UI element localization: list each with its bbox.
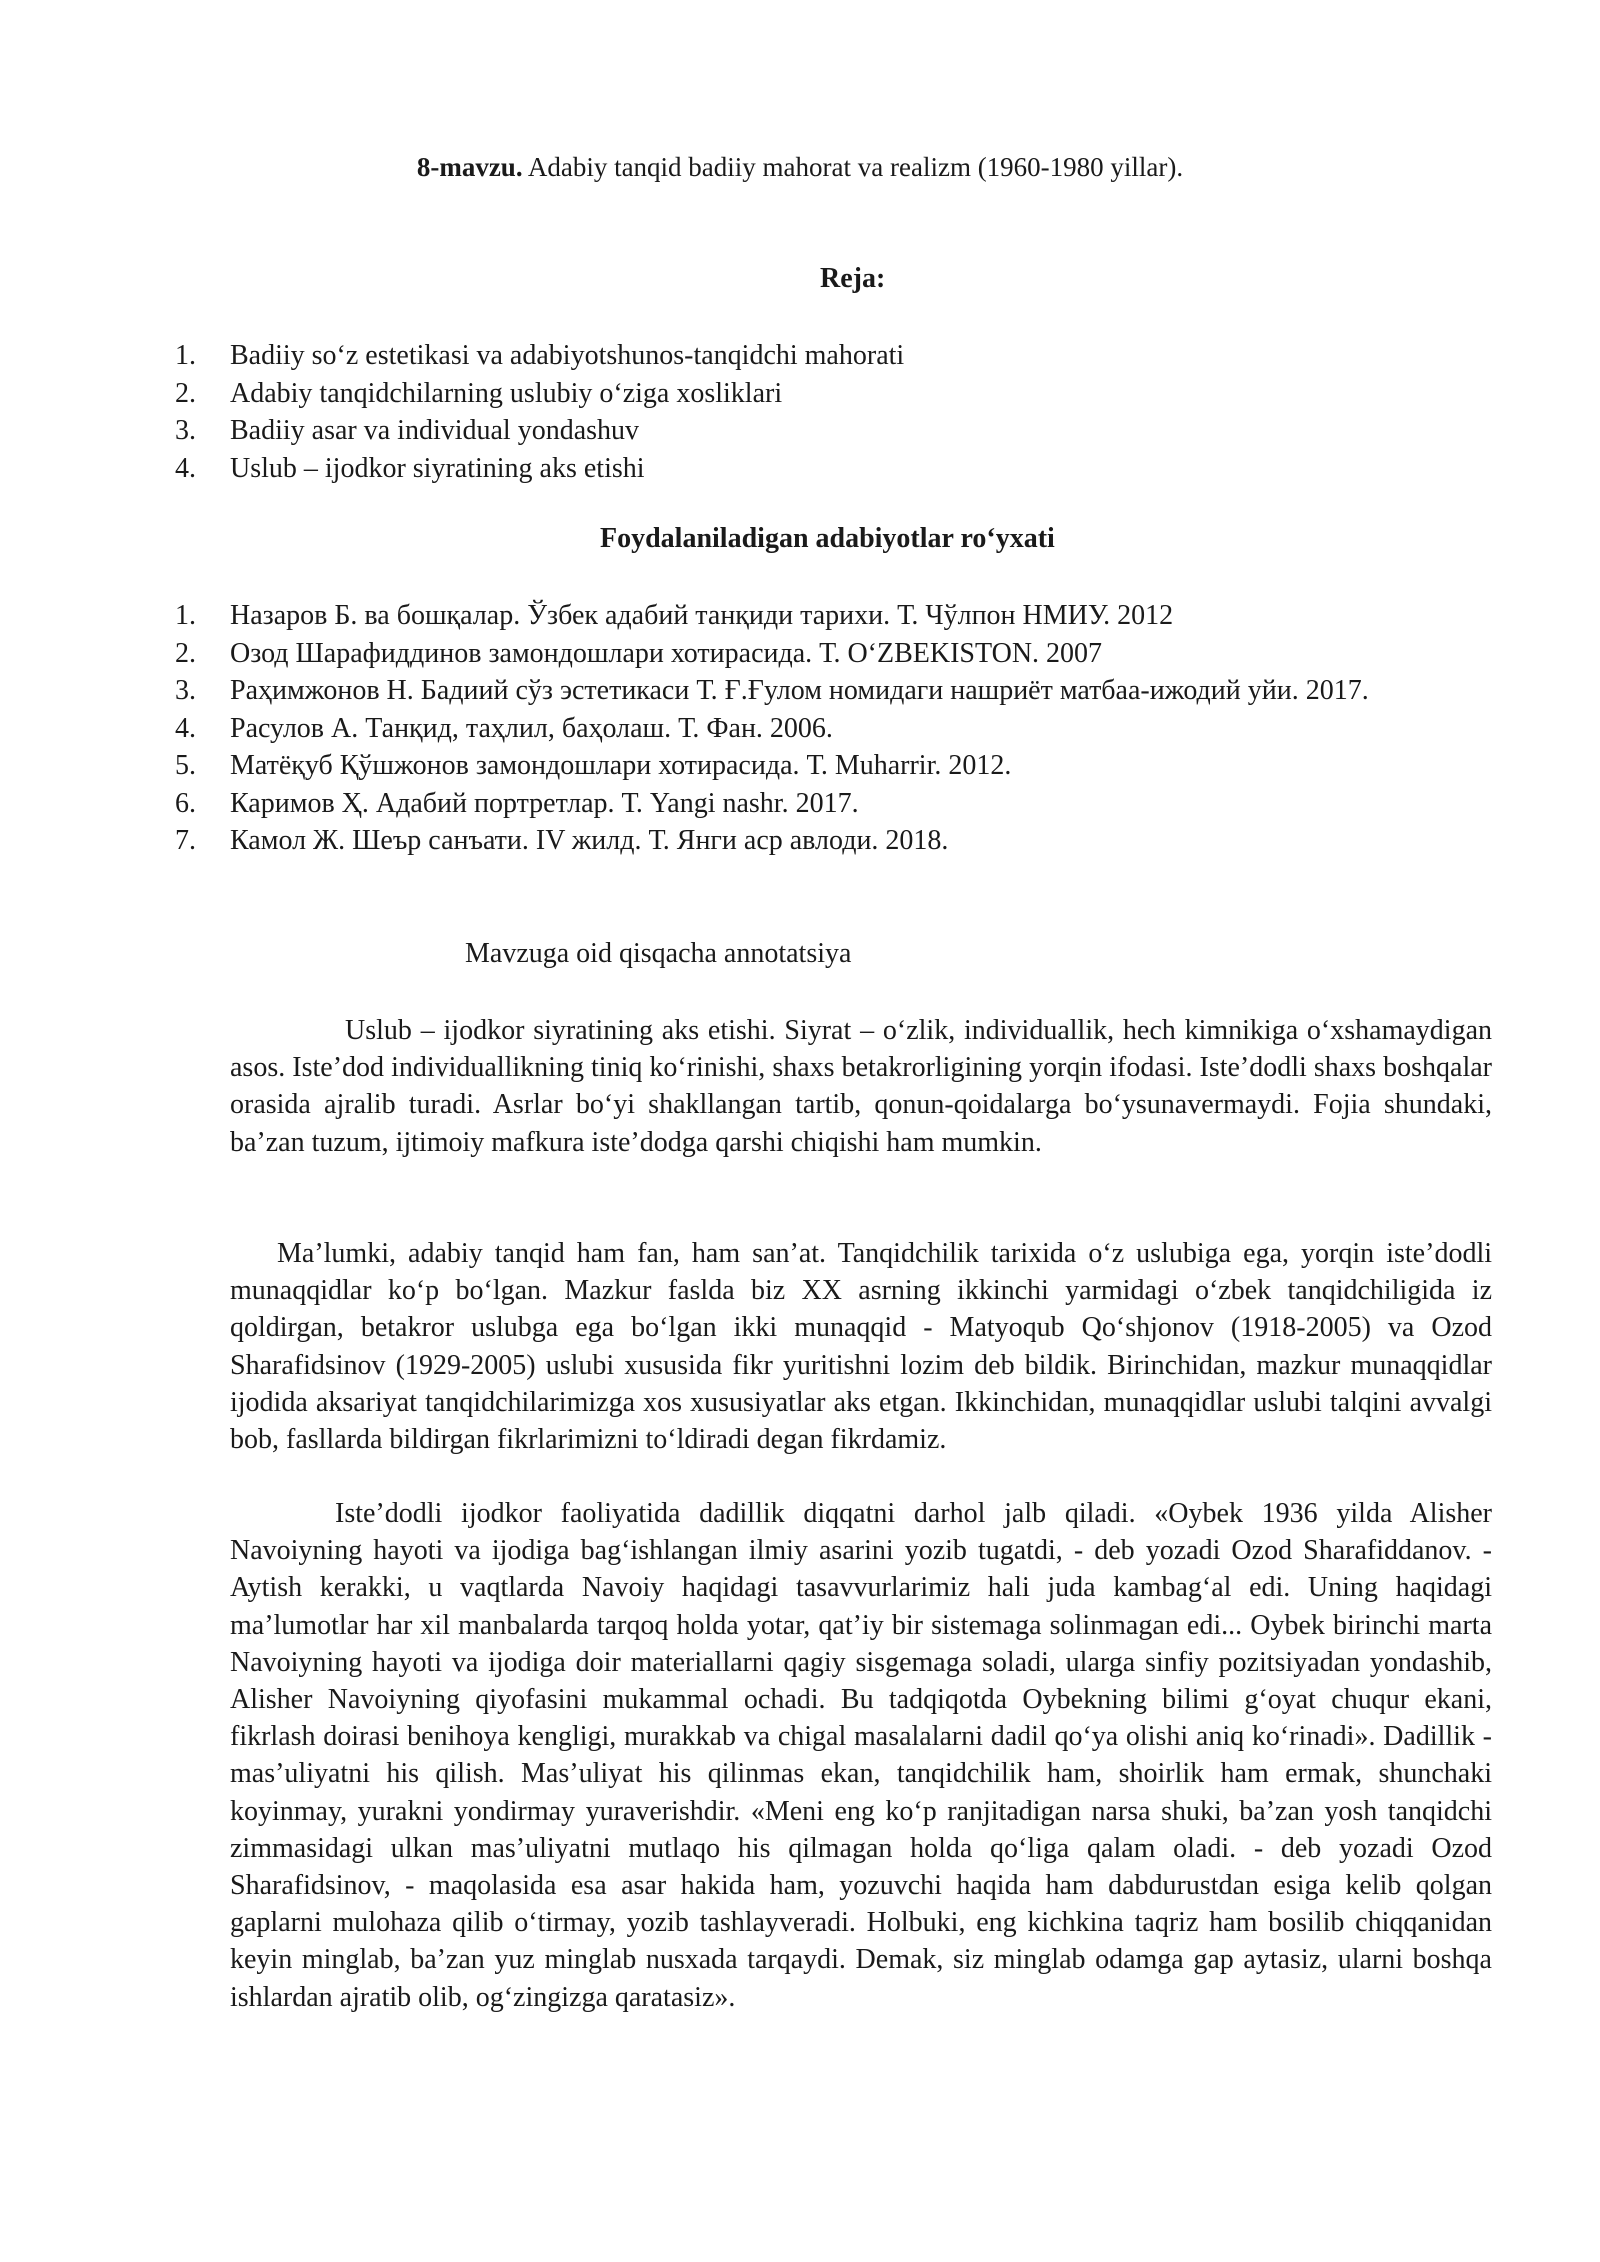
body-paragraph: Ma’lumki, adabiy tanqid ham fan, ham san’at. Tanqidchilik tarixida o‘z uslubiga ega, yorqin iste’dodli munaqqidlar ko‘p bo‘lgan. Mazkur faslda biz XX asrning ikkinchi yarmidagi o‘zbek tanqidchiligida iz qoldirgan, betakror uslubga ega bo‘lgan ikki munaqqid - Matyoqub Qo‘shjonov (1918-2005) va Ozod Sharafidsinov (1929-2005) uslubi xususida fikr yuritishni lozim deb bildik. Birinchidan, mazkur munaqqidlar ijodida aksariyat tanqidchilarimizga xos xususiyatlar aks etgan. Ikkinchidan, munaqqidlar uslubi talqini avvalgi bob, fasllarda bildirgan fikrlarimizni to‘ldiradi degan fikrdamiz.: [230, 1238, 1492, 1456]
plan-item-number: 3.: [175, 415, 196, 446]
topic-label: 8-mavzu.: [416, 152, 523, 182]
reference-text: Назаров Б. ва бошқалар. Ўзбек адабий танқиди тарихи. Т. Чўлпон НМИУ. 2012: [230, 600, 1174, 631]
reference-number: 4.: [175, 712, 196, 744]
plan-heading: Reja:: [820, 263, 886, 294]
reference-text: Раҳимжонов Н. Бадиий сўз эстетикаси Т. Ғ.Ғулом номидаги нашриёт матбаа-ижодий уйи. 2017.: [230, 675, 1369, 706]
reference-text: Матёқуб Қўшжонов замондошлари хотирасида. Т. Muharrir. 2012.: [230, 750, 1012, 781]
reference-item: [175, 747, 1495, 785]
plan-item: [175, 375, 1495, 413]
reference-number: 7.: [175, 825, 196, 856]
plan-item-text: Badiiy asar va individual yondashuv: [230, 415, 640, 446]
reference-item: [175, 822, 1495, 860]
plan-list: [175, 337, 1495, 487]
reference-text: Камол Ж. Шеър санъати. IV жилд. Т. Янги аср авлоди. 2018.: [230, 825, 949, 856]
plan-item: [175, 337, 1495, 375]
reference-text: Каримов Ҳ. Адабий портретлар. Т. Yangi nashr. 2017.: [230, 787, 859, 819]
reference-item: [175, 597, 1495, 635]
topic-title-text: Adabiy tanqid badiiy mahorat va realizm (1960-1980 yillar).: [522, 152, 1184, 182]
reference-item: [175, 672, 1495, 710]
topic-title: [0, 152, 1600, 183]
annotation-heading: Mavzuga oid qisqacha annotatsiya: [465, 938, 852, 969]
reference-number: 1.: [175, 600, 196, 631]
plan-item-number: 2.: [175, 377, 196, 409]
references-heading: Foydalaniladigan adabiyotlar ro‘yxati: [600, 523, 1055, 554]
body-paragraph: Iste’dodli ijodkor faoliyatida dadillik diqqatni darhol jalb qiladi. «Oybek 1936 yilda Alisher Navoiyning hayoti va ijodiga bag‘ishlangan ilmiy asarini yozib tugatdi, - deb yozadi Ozod Sharafiddanov. - Aytish kerakki, u vaqtlarda Navoiy haqidagi tasavvurlarimiz hali juda kambag‘al edi. Uning haqidagi ma’lumotlar har xil manbalarda tarqoq holda yotar, qat’iy bir sistemaga solinmagan edi... Oybek birinchi marta Navoiyning hayoti va ijodiga doir materiallarni qagiy sisgemaga soladi, ularga sinfiy pozitsiyadan yondashib, Alisher Navoiyning qiyofasini mukammal ochadi. Bu tadqiqotda Oybekning bilimi g‘oyat chuqur ekani, fikrlash doirasi benihoya kengligi, murakkab va chigal masalalarni dadil qo‘ya olishi aniq ko‘rinadi». Dadillik - mas’uliyatni his qilish. Mas’uliyat his qilinmas ekan, tanqidchilik ham, shoirlik ham ermak, shunchaki koyinmay, yurakni yondirmay yuraverishdir. «Meni eng ko‘p ranjitadigan narsa shuki, ba’zan yosh tanqidchi zimmasidagi ulkan mas’uliyatni mutlaqo his qilmagan holda qo‘liga qalam oladi. - deb yozadi Ozod Sharafidsinov, - maqolasida esa asar hakida ham, yozuvchi haqida ham dabdurustdan esiga kelib qolgan gaplarni mulohaza qilib o‘tirmay, yozib tashlayveradi. Holbuki, eng kichkina taqriz ham bosilib chiqqanidan keyin minglab, ba’zan yuz minglab nusxada tarqaydi. Demak, siz minglab odamga gap aytasiz, ularni boshqa ishlardan ajratib olib, og‘zingizga qaratasiz».: [230, 1498, 1492, 2013]
plan-item-number: 4.: [175, 452, 196, 484]
reference-text: Озод Шарафиддинов замондошлари хотирасида. Т. O‘ZBEKISTON. 2007: [230, 637, 1103, 669]
reference-text: Расулов А. Танқид, таҳлил, баҳолаш. Т. Фан. 2006.: [230, 712, 833, 744]
reference-item: [175, 710, 1495, 748]
reference-number: 6.: [175, 787, 196, 819]
reference-number: 5.: [175, 750, 196, 781]
plan-item: [175, 450, 1495, 488]
plan-item-text: Adabiy tanqidchilarning uslubiy o‘ziga xosliklari: [230, 377, 783, 409]
reference-number: 2.: [175, 637, 196, 669]
plan-item-number: 1.: [175, 340, 196, 371]
reference-item: [175, 635, 1495, 673]
plan-item-text: Uslub – ijodkor siyratining aks etishi: [230, 452, 645, 484]
plan-item-text: Badiiy so‘z estetikasi va adabiyotshunos-tanqidchi mahorati: [230, 340, 905, 371]
reference-item: [175, 785, 1495, 823]
annotation-paragraph: Uslub – ijodkor siyratining aks etishi. Siyrat – o‘zlik, individuallik, hech kimnikiga o‘xshamaydigan asos. Iste’dod individuallikning tiniq ko‘rinishi, shaxs betakrorligining yorqin ifodasi. Iste’dodli shaxs boshqalar orasida ajralib turadi. Asrlar bo‘yi shakllangan tartib, qonun-qoidalarga bo‘ysunavermaydi. Fojia shundaki, ba’zan tuzum, ijtimoiy mafkura iste’dodga qarshi chiqishi ham mumkin.: [230, 1015, 1492, 1158]
plan-item: [175, 412, 1495, 450]
reference-number: 3.: [175, 675, 196, 706]
references-list: [175, 597, 1495, 860]
